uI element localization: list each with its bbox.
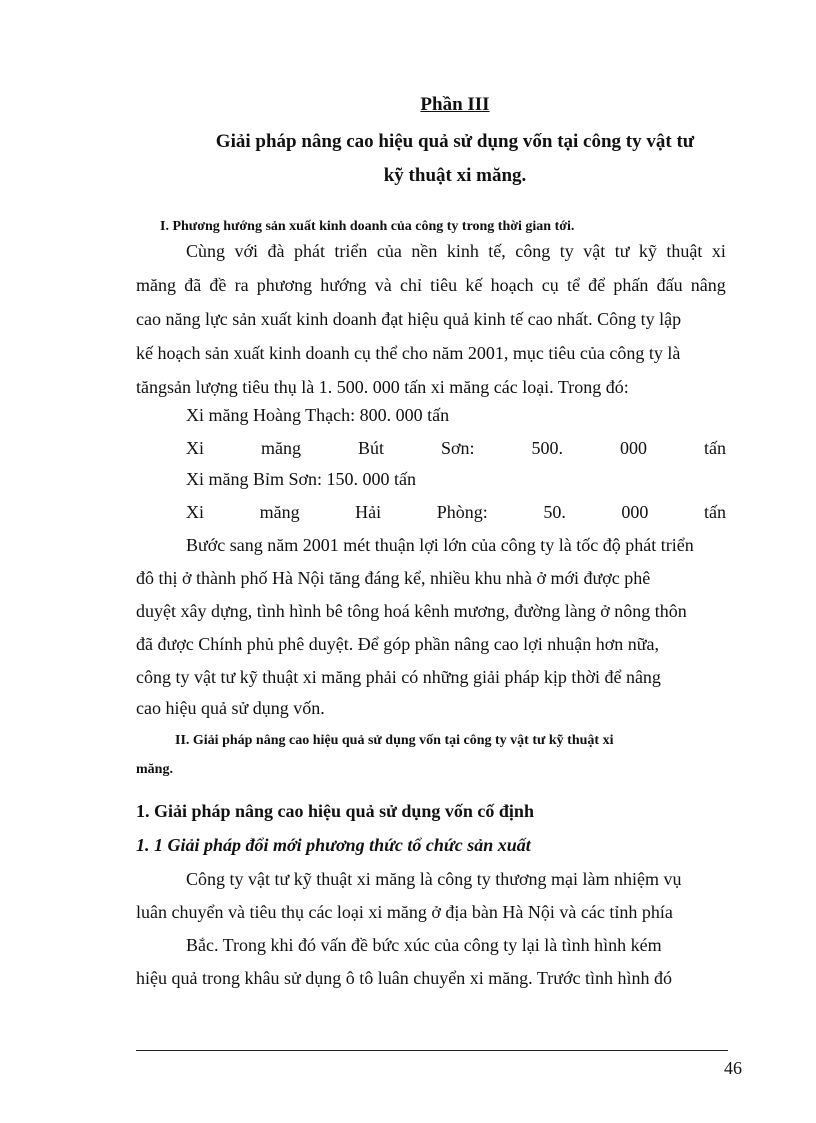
paragraph-line: Cùng với đà phát triển của nền kinh tế, công ty vật tư kỹ thuật xi: [186, 241, 726, 261]
section-2-title: II. Giải pháp nâng cao hiệu quả sử dụng vốn tại công ty vật tư kỹ thuật xi: [175, 733, 614, 748]
subsection-heading: 1. Giải pháp nâng cao hiệu quả sử dụng vốn cố định: [136, 801, 534, 821]
subsubsection-heading: 1. 1 Giải pháp đổi mới phương thức tổ chức sản xuất: [136, 835, 531, 855]
footer-rule: [136, 1050, 728, 1051]
paragraph-line: măng đã đề ra phương hướng và chỉ tiêu kế hoạch cụ tể để phấn đấu nâng: [136, 275, 726, 295]
page-number: 46: [724, 1058, 742, 1078]
paragraph-line: tăngsản lượng tiêu thụ là 1. 500. 000 tấn xi măng các loại. Trong đó:: [136, 377, 629, 397]
paragraph-line: luân chuyển và tiêu thụ các loại xi măng ở địa bàn Hà Nội và các tỉnh phía: [136, 902, 673, 922]
paragraph-line: Bắc. Trong khi đó vấn đề bức xúc của công ty lại là tình hình kém: [186, 935, 662, 955]
paragraph-line: cao năng lực sản xuất kinh doanh đạt hiệu quả kinh tế cao nhất. Công ty lập: [136, 309, 682, 329]
list-item: Xi măng Hải Phòng: 50. 000 tấn: [186, 502, 726, 522]
paragraph-line: Công ty vật tư kỹ thuật xi măng là công ty thương mại làm nhiệm vụ: [186, 869, 682, 889]
paragraph-line: đã được Chính phủ phê duyệt. Để góp phần nâng cao lợi nhuận hơn nữa,: [136, 634, 659, 654]
section-2-title-cont: măng.: [136, 762, 173, 777]
list-item: Xi măng Bút Sơn: 500. 000 tấn: [186, 438, 726, 458]
chapter-title-line-2: kỹ thuật xi măng.: [383, 165, 527, 186]
paragraph-line: duyệt xây dựng, tình hình bê tông hoá kênh mương, đường làng ở nông thôn: [136, 601, 687, 621]
paragraph-line: cao hiệu quả sử dụng vốn.: [136, 698, 325, 718]
paragraph-line: đô thị ở thành phố Hà Nội tăng đáng kể, nhiều khu nhà ở mới được phê: [136, 568, 651, 588]
paragraph-line: công ty vật tư kỹ thuật xi măng phải có những giải pháp kịp thời để nâng: [136, 667, 661, 687]
section-1-title: I. Phương hướng sản xuất kinh doanh của công ty trong thời gian tới.: [160, 219, 575, 234]
list-item: Xi măng Hoàng Thạch: 800. 000 tấn: [186, 405, 450, 425]
paragraph-line: hiệu quả trong khâu sử dụng ô tô luân chuyển xi măng. Trước tình hình đó: [136, 968, 672, 988]
part-heading: Phần III: [420, 94, 490, 115]
chapter-title-line-1: Giải pháp nâng cao hiệu quả sử dụng vốn tại công ty vật tư: [215, 131, 695, 152]
paragraph-line: kế hoạch sản xuất kinh doanh cụ thể cho năm 2001, mục tiêu của công ty là: [136, 343, 681, 363]
paragraph-line: Bước sang năm 2001 mét thuận lợi lớn của công ty là tốc độ phát triển: [186, 535, 694, 555]
list-item: Xi măng Bỉm Sơn: 150. 000 tấn: [186, 469, 417, 489]
